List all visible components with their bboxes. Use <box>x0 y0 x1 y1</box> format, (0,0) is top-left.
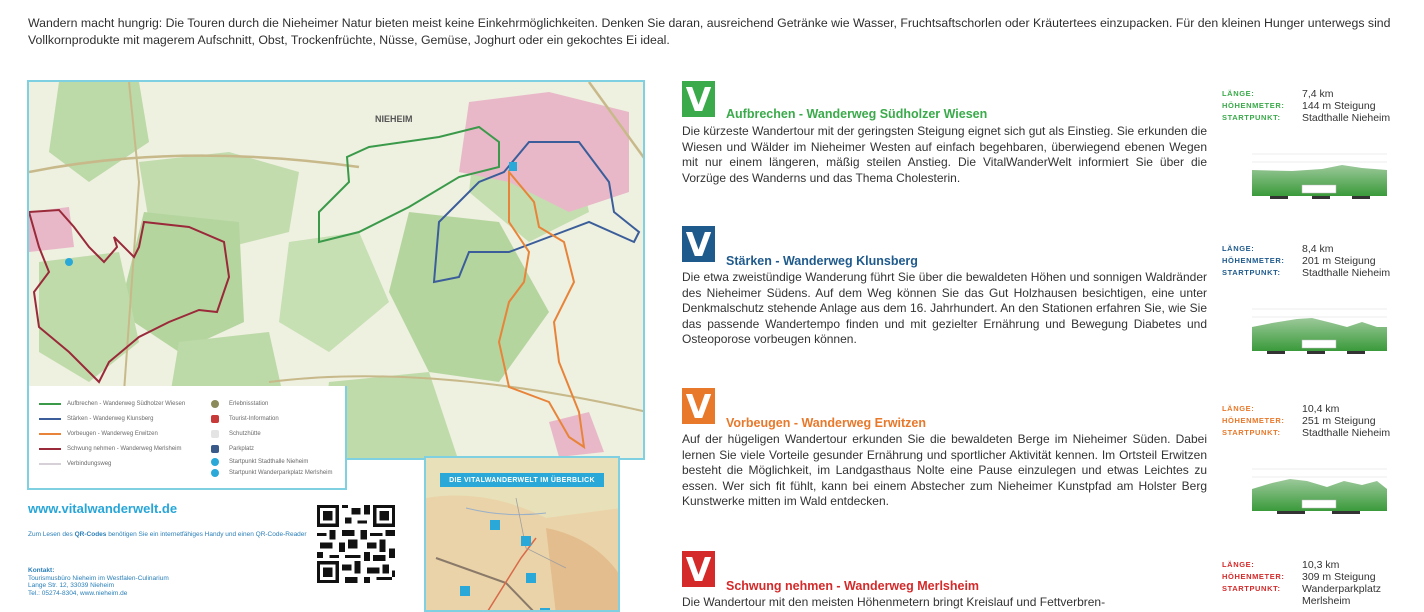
stat-length: 10,3 km <box>1302 559 1340 571</box>
legend-item-route <box>39 441 185 456</box>
route-stats <box>1222 559 1422 607</box>
legend-routes <box>39 396 185 471</box>
route-section-vorbeugen <box>682 388 1207 538</box>
stat-elevation: 144 m Steigung <box>1302 100 1376 112</box>
legend-label: Stärken - Wanderweg Klunsberg <box>67 415 154 422</box>
stat-label-length: LÄNGE: <box>1222 560 1255 569</box>
route-description: Die etwa zweistündige Wanderung führt Sie über die bewaldeten Höhen und sonnigen Waldränder des Nieheimer Südens. Auf dem Weg können Sie das Gut Holzhausen besichtigen, eine unter Denkmalschutz stehende Anlage aus dem 16. Jahrhundert. An den Stationen erfahren Sie, wie Sie das passende Wandertempo finden und mit gezielter Ernährung und Bewegung Diabetes und Osteoporose vorbeugen können. <box>682 270 1207 346</box>
route-description: Die Wandertour mit den meisten Höhenmetern bringt Kreislauf und Fettverbren- <box>682 595 1106 609</box>
legend-label: Startpunkt Wanderparkplatz Merlsheim <box>229 469 333 476</box>
legend-symbols <box>211 396 333 478</box>
route-title: Aufbrechen - Wanderweg Südholzer Wiesen <box>726 107 988 121</box>
stat-start: Stadthalle Nieheim <box>1302 267 1391 279</box>
legend-label: Tourist-Information <box>229 415 279 422</box>
legend-item-route <box>39 456 185 471</box>
qr-note <box>28 531 318 539</box>
stat-start: Stadthalle Nieheim <box>1302 112 1391 124</box>
legend-label: Startpunkt Stadthalle Nieheim <box>229 458 309 465</box>
overview-map[interactable] <box>424 456 620 612</box>
parking-icon <box>211 445 219 453</box>
route-description: Die kürzeste Wandertour mit der geringsten Steigung eignet sich gut als Einstieg. Sie erkunden die Wiesen und Wälder im Nieheimer Westen auf einfach begehbaren, überwiegend ebenen Wegen mit nur einem längeren, mäßig steilen Anstieg. Die VitalWanderWelt informiert Sie über die Vorzüge des Wanderns und das Thema Cholesterin. <box>682 124 1207 185</box>
route-section-schwung <box>682 551 1207 612</box>
tourist-info-icon <box>211 415 219 423</box>
stat-label-start: STARTPUNKT: <box>1222 268 1281 277</box>
elevation-profile-chart <box>1252 297 1387 359</box>
legend-label: Parkplatz <box>229 445 255 452</box>
stat-label-start: STARTPUNKT: <box>1222 113 1281 122</box>
v-badge-icon: V <box>682 81 715 117</box>
legend-item-symbol <box>211 411 333 426</box>
contact-block <box>28 567 318 597</box>
legend-label: Aufbrechen - Wanderweg Südholzer Wiesen <box>67 400 186 407</box>
legend-label: Schutzhütte <box>229 430 261 437</box>
legend-item-route <box>39 411 185 426</box>
legend-item-route <box>39 396 185 411</box>
stat-label-start: STARTPUNKT: <box>1222 428 1281 437</box>
elevation-profile-chart <box>1252 457 1387 519</box>
stat-label-elevation: HÖHENMETER: <box>1222 416 1285 425</box>
v-badge-icon: V <box>682 388 715 424</box>
station-star-icon <box>211 400 219 408</box>
route-stats <box>1222 243 1422 279</box>
stat-length: 7,4 km <box>1302 88 1334 100</box>
blue-line-icon <box>39 418 61 420</box>
stat-elevation: 201 m Steigung <box>1302 255 1376 267</box>
website-link[interactable]: www.vitalwanderwelt.de <box>28 501 178 516</box>
v-badge-icon: V <box>682 226 715 262</box>
town-label: NIEHEIM <box>375 114 413 124</box>
stat-length: 10,4 km <box>1302 403 1340 415</box>
legend-item-symbol <box>211 441 333 456</box>
legend-label: Schwung nehmen - Wanderweg Merlsheim <box>67 445 182 452</box>
route-section-aufbrechen <box>682 81 1207 221</box>
route-title: Stärken - Wanderweg Klunsberg <box>726 254 918 268</box>
contact-line: Tel.: 05274-8304, www.nieheim.de <box>28 589 128 597</box>
route-description: Auf der hügeligen Wandertour erkunden Sie die bewaldeten Berge im Nieheimer Süden. Dabei lernen Sie viele Vorteile gesunder Ernährung und sportlicher Aktivität kennen. Im Ortsteil Erwitzen besteht die Möglichkeit, im Landgasthaus Nolte eine Pause einzulegen und etwas Leichtes zu essen. Wer sich fit fühlt, kann bei einem Abstecher zum Nieheimer Kunstpfad am Holster Berg Kunstwerke mitten im Wald entdecken. <box>682 432 1207 508</box>
stat-elevation: 251 m Steigung <box>1302 415 1376 427</box>
orange-line-icon <box>39 433 61 435</box>
stat-label-elevation: HÖHENMETER: <box>1222 572 1285 581</box>
legend-item-symbol <box>211 456 333 467</box>
stat-label-length: LÄNGE: <box>1222 244 1255 253</box>
legend-label: Verbindungsweg <box>67 460 112 467</box>
stat-length: 8,4 km <box>1302 243 1334 255</box>
qr-note-pre: Zum Lesen des <box>28 531 75 538</box>
legend-item-symbol <box>211 396 333 411</box>
stat-start: Wanderparkplatz Merlsheim <box>1302 583 1381 607</box>
stat-label-length: LÄNGE: <box>1222 404 1255 413</box>
start-point-icon <box>211 469 219 477</box>
overview-title: DIE VITALWANDERWELT IM ÜBERBLICK <box>440 473 604 487</box>
elevation-profile-chart <box>1252 142 1387 204</box>
intro-paragraph: Wandern macht hungrig: Die Touren durch die Nieheimer Natur bieten meist keine Einkehrmöglichkeiten. Denken Sie daran, ausreichend Getränke wie Wasser, Fruchtsaftschorlen oder Kräutertees einzupacken. Für den kleinen Hunger unterwegs sind Vollkornprodukte mit magerem Aufschnitt, Obst, Trockenfrüchte, Nüsse, Gemüse, Joghurt oder ein gekochtes Ei ideal. <box>28 16 1391 47</box>
red-line-icon <box>39 448 61 450</box>
shelter-icon <box>211 430 219 438</box>
stat-label-start: STARTPUNKT: <box>1222 584 1281 593</box>
legend-label: Erlebnisstation <box>229 400 269 407</box>
qr-note-bold: QR-Codes <box>74 531 107 538</box>
contact-label: Kontakt: <box>28 567 55 574</box>
contact-line: Lange Str. 12, 33039 Nieheim <box>28 582 115 589</box>
stat-label-elevation: HÖHENMETER: <box>1222 256 1285 265</box>
qr-code[interactable] <box>317 505 395 583</box>
contact-line: Tourismusbüro Nieheim im Westfalen-Culinarium <box>28 574 169 582</box>
map-legend <box>27 386 347 490</box>
stat-elevation: 309 m Steigung <box>1302 571 1376 583</box>
route-stats <box>1222 88 1422 124</box>
route-title: Vorbeugen - Wanderweg Erwitzen <box>726 416 927 430</box>
legend-item-route <box>39 426 185 441</box>
route-stats <box>1222 403 1422 439</box>
green-line-icon <box>39 403 61 405</box>
v-badge-icon: V <box>682 551 715 587</box>
cut-off-text-line <box>28 0 928 2</box>
legend-label: Vorbeugen - Wanderweg Erwitzen <box>67 430 158 437</box>
stat-start: Stadthalle Nieheim <box>1302 427 1391 439</box>
start-point-icon <box>211 458 219 466</box>
qr-note-post: benötigen Sie ein internetfähiges Handy und einen QR-Code-Reader <box>106 531 307 538</box>
route-title: Schwung nehmen - Wanderweg Merlsheim <box>726 579 980 593</box>
stat-label-elevation: HÖHENMETER: <box>1222 101 1285 110</box>
legend-item-symbol <box>211 467 333 478</box>
grey-line-icon <box>39 463 61 465</box>
route-section-staerken <box>682 226 1207 376</box>
legend-item-symbol <box>211 426 333 441</box>
stat-label-length: LÄNGE: <box>1222 89 1255 98</box>
